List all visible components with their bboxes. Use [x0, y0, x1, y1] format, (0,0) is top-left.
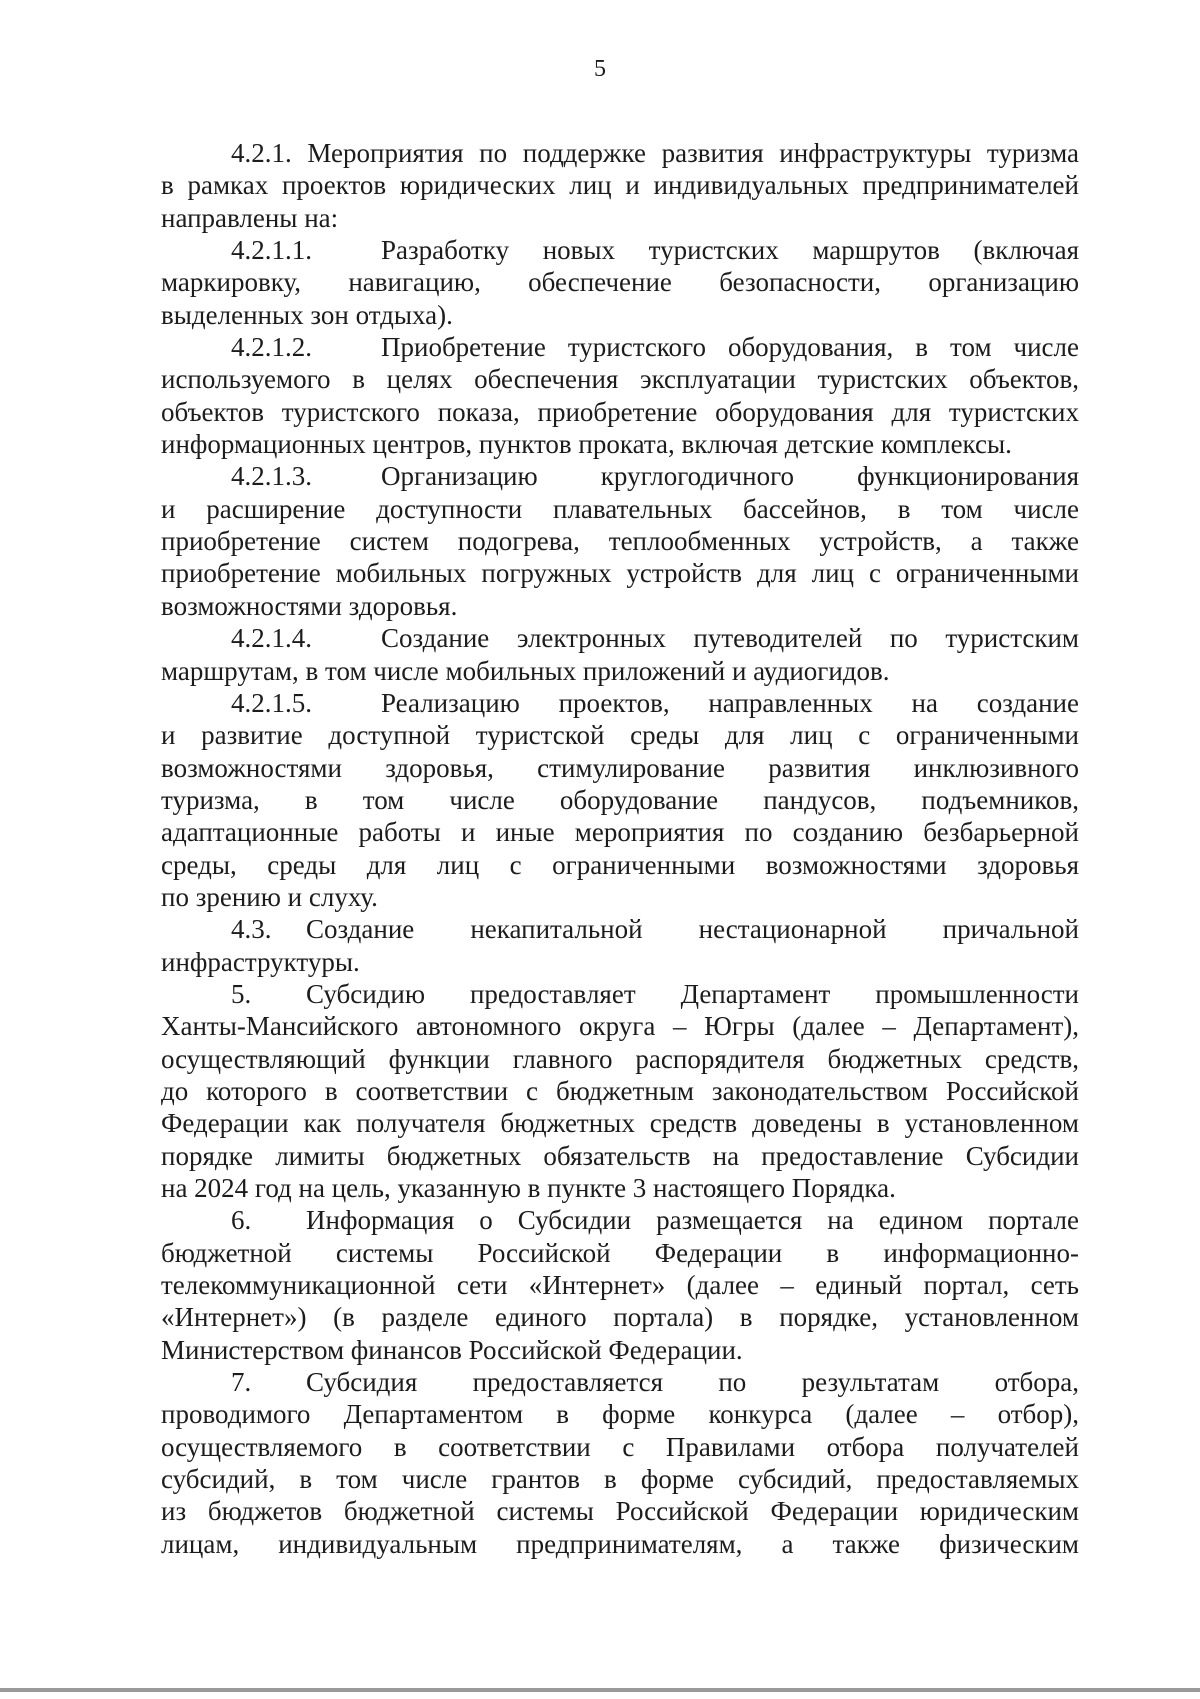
text-line: возможностями здоровья, стимулирование развития инклюзивного — [161, 752, 1079, 783]
text-line-content: Информация о Субсидии размещается на едином портале — [306, 1205, 1079, 1236]
paragraph-number: 4.3. — [231, 914, 272, 945]
text-line: Федерации как получателя бюджетных средств доведены в установленном — [161, 1108, 1079, 1139]
text-line-content: Организацию круглогодичного функционирования — [381, 461, 1079, 492]
paragraph-number: 4.2.1.2. — [231, 332, 312, 363]
text-line: осуществляющий функции главного распорядителя бюджетных средств, — [161, 1043, 1079, 1074]
text-line — [161, 1204, 1079, 1236]
paragraph-4-2-1-3 — [161, 460, 1079, 622]
text-line-content: Субсидия предоставляется по результатам отбора, — [306, 1367, 1079, 1398]
paragraph-number: 4.2.1.4. — [231, 623, 312, 654]
text-line-content: Приобретение туристского оборудования, в том числе — [381, 332, 1079, 363]
document-body — [161, 137, 1079, 1560]
text-line: и развитие доступной туристской среды для лиц с ограниченными — [161, 720, 1079, 751]
paragraph-4-2-1 — [161, 137, 1079, 234]
text-line: объектов туристского показа, приобретение оборудования для туристских — [161, 396, 1079, 427]
text-line: туризма, в том числе оборудование пандусов, подъемников, — [161, 784, 1079, 815]
text-line: порядке лимиты бюджетных обязательств на предоставление Субсидии — [161, 1140, 1079, 1171]
text-line: 4.2.1. Мероприятия по поддержке развития инфраструктуры туризма — [231, 138, 1079, 168]
text-line: на 2024 год на цель, указанную в пункте 3 настоящего Порядка. — [161, 1173, 896, 1203]
text-line-content: Создание некапитальной нестационарной причальной — [306, 914, 1079, 945]
text-line — [161, 622, 1079, 654]
paragraph-6 — [161, 1204, 1079, 1366]
paragraph-4-2-1-4 — [161, 622, 1079, 687]
text-line — [161, 1366, 1079, 1398]
text-line: направлены на: — [161, 202, 339, 233]
paragraph-4-2-1-1 — [161, 234, 1079, 331]
text-line: маркировку, навигацию, обеспечение безопасности, организацию — [161, 267, 1079, 298]
paragraph-number: 7. — [231, 1367, 252, 1398]
text-line: и расширение доступности плавательных бассейнов, в том числе — [161, 493, 1079, 524]
text-line: возможностями здоровья. — [161, 590, 458, 621]
text-line: Ханты-Мансийского автономного округа – Югры (далее – Департамент), — [161, 1011, 1079, 1042]
paragraph-4-2-1-2 — [161, 331, 1079, 460]
text-line-content: Создание электронных путеводителей по туристским — [381, 623, 1079, 654]
text-line: приобретение мобильных погружных устройств для лиц с ограниченными — [161, 558, 1079, 589]
text-line — [161, 234, 1079, 266]
text-line: Министерством финансов Российской Федерации. — [161, 1334, 743, 1365]
paragraph-number: 4.2.1.1. — [231, 235, 312, 266]
paragraph-number: 5. — [231, 978, 252, 1009]
text-line: выделенных зон отдыха). — [161, 299, 453, 330]
text-line — [161, 687, 1079, 719]
text-line-content: Разработку новых туристских маршрутов (включая — [381, 235, 1079, 266]
text-line: «Интернет») (в разделе единого портала) в порядке, установленном — [161, 1302, 1079, 1333]
text-line-content: Реализацию проектов, направленных на создание — [381, 687, 1079, 718]
paragraph-number: 4.2.1.3. — [231, 461, 312, 492]
text-line: осуществляемого в соответствии с Правилами отбора получателей — [161, 1431, 1079, 1462]
page-number: 5 — [594, 56, 606, 82]
text-line: инфраструктуры. — [161, 946, 360, 977]
paragraph-5 — [161, 978, 1079, 1204]
paragraph-number: 4.2.1.5. — [231, 687, 312, 718]
text-line: субсидий, в том числе грантов в форме субсидий, предоставляемых — [161, 1464, 1079, 1495]
text-line — [161, 331, 1079, 363]
paragraph-4-2-1-5 — [161, 687, 1079, 913]
text-line: адаптационные работы и иные мероприятия по созданию безбарьерной — [161, 817, 1079, 848]
scan-edge-line — [0, 1688, 1200, 1692]
text-line: приобретение систем подогрева, теплообменных устройств, а также — [161, 526, 1079, 557]
paragraph-7 — [161, 1366, 1079, 1560]
text-line — [161, 978, 1079, 1010]
text-line: проводимого Департаментом в форме конкурса (далее – отбор), — [161, 1399, 1079, 1430]
text-line: информационных центров, пунктов проката, включая детские комплексы. — [161, 429, 1012, 460]
text-line — [161, 913, 1079, 945]
text-line: в рамках проектов юридических лиц и индивидуальных предпринимателей — [161, 170, 1079, 201]
text-line: среды, среды для лиц с ограниченными возможностями здоровья — [161, 849, 1079, 880]
paragraph-number: 6. — [231, 1205, 252, 1236]
text-line: маршрутам, в том числе мобильных приложений и аудиогидов. — [161, 655, 890, 686]
text-line: используемого в целях обеспечения эксплуатации туристских объектов, — [161, 364, 1079, 395]
text-line: бюджетной системы Российской Федерации в информационно- — [161, 1237, 1079, 1268]
text-line-content: Субсидию предоставляет Департамент промышленности — [306, 978, 1079, 1009]
paragraph-4-3 — [161, 913, 1079, 978]
text-line: по зрению и слуху. — [161, 881, 378, 912]
text-line — [161, 460, 1079, 492]
text-line: телекоммуникационной сети «Интернет» (далее – единый портал, сеть — [161, 1270, 1079, 1301]
text-line: из бюджетов бюджетной системы Российской Федерации юридическим — [161, 1496, 1079, 1527]
text-line: до которого в соответствии с бюджетным законодательством Российской — [161, 1075, 1079, 1106]
text-line: лицам, индивидуальным предпринимателям, а также физическим — [161, 1528, 1079, 1559]
